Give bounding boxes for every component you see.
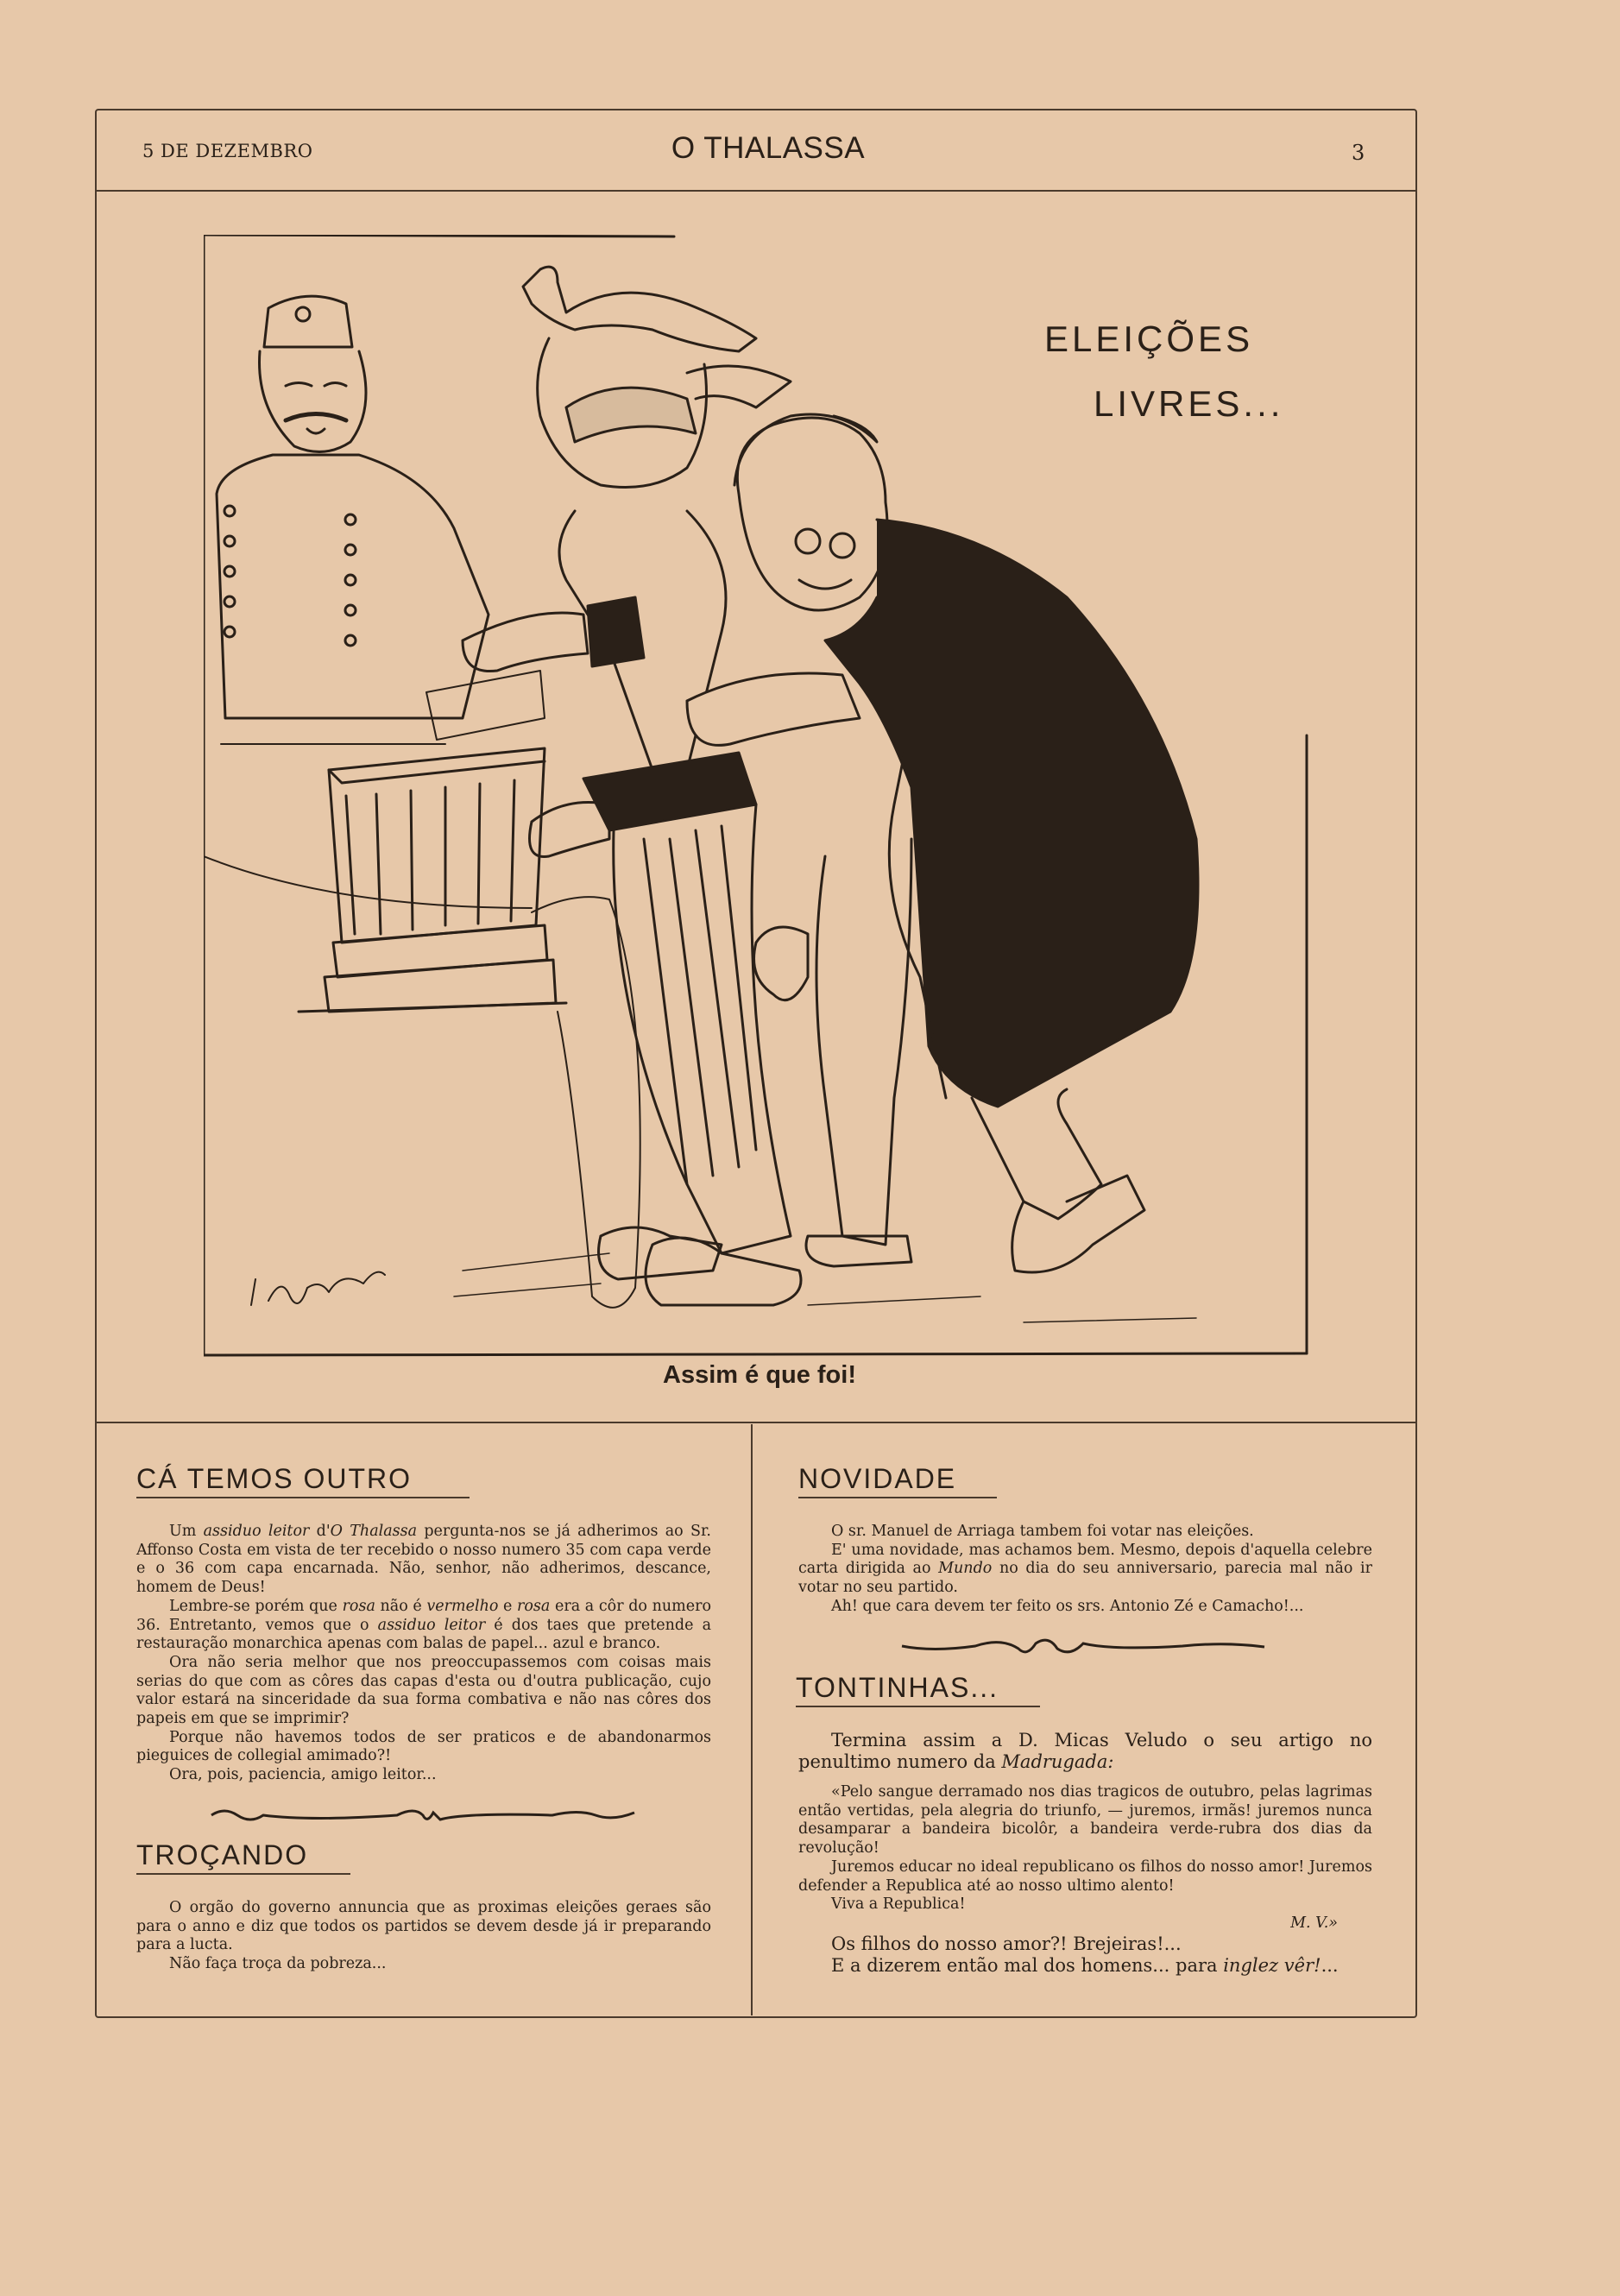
column-divider (751, 1424, 753, 2015)
heading-ca-temos-outro: CÁ TEMOS OUTRO (136, 1463, 470, 1498)
cartoon-frame-top (204, 235, 674, 237)
policeman-figure (217, 296, 489, 744)
paragraph: Não faça troça da pobreza... (169, 1955, 387, 1973)
paragraph: Ora não seria melhor que nos preoccupassemos com coisas mais serias do que com as côres das capas d'esta ou d'outra publicação, cujo valor estará na sinceridade da sua forma combativa e não nas côres dos papeis em que se imprimir? (136, 1653, 711, 1728)
cartoon-title (1044, 306, 1283, 436)
politician-figure (687, 414, 1198, 1272)
paragraph: O sr. Manuel de Arriaga tambem foi votar nas eleições. (831, 1523, 1254, 1540)
heading-novidade: NOVIDADE (798, 1463, 997, 1498)
header-rule (95, 190, 1415, 192)
quote-paragraph: «Pelo sangue derramado nos dias tragicos de outubro, pelas lagrimas então vertidas, pela alegria do triunfo, — juremos, irmãs! juremos nunca desamparar a bandeira bicolôr, a bandeira verde-rubra dos dias da revolução! (798, 1783, 1372, 1858)
paragraph: E' uma novidade, mas achamos bem. Mesmo, depois d'aquella celebre carta dirigida ao Mundo no dia do seu anniversario, parecia mal não ir votar no seu partido. (798, 1541, 1372, 1597)
article-ca-temos-outro (136, 1523, 711, 1785)
ballot-box (299, 671, 566, 1012)
article-tontinhas (798, 1730, 1372, 1977)
article-trocando (136, 1899, 711, 1974)
cartoon-title-line1: ELEIÇÕES (1044, 319, 1254, 359)
header-date: 5 DE DEZEMBRO (142, 141, 313, 161)
paragraph: Lembre-se porém que rosa não é vermelho e rosa era a côr do numero 36. Entretanto, vemos que o assiduo leitor é dos taes que pretende a restauração monarchica apenas com balas de papel... azul e branco. (136, 1597, 711, 1653)
newspaper-title: O THALASSA (671, 131, 866, 165)
heading-trocando: TROÇANDO (136, 1839, 350, 1875)
heading-tontinhas: TONTINHAS... (796, 1672, 1040, 1707)
quote-paragraph: Viva a Republica! (831, 1895, 966, 1914)
cartoon-frame-bottom (204, 1353, 1307, 1355)
paragraph: Termina assim a D. Micas Veludo o seu artigo no penultimo numero da Madrugada: (798, 1730, 1372, 1772)
paragraph: Ora, pois, paciencia, amigo leitor... (169, 1766, 437, 1784)
paragraph: Porque não havemos todos de ser praticos e de abandonarmos pieguices de collegial amimado?! (136, 1728, 711, 1765)
ornament-divider (207, 1802, 639, 1828)
paragraph: Ah! que cara devem ter feito os srs. Antonio Zé e Camacho!... (831, 1597, 1304, 1615)
paragraph: E a dizerem então mal dos homens... para inglez vêr!... (831, 1954, 1339, 1976)
quote-paragraph: Juremos educar no ideal republicano os filhos do nosso amor! Juremos defender a Republica até ao nosso ultimo alento! (798, 1858, 1372, 1895)
article-novidade (798, 1523, 1372, 1617)
paragraph: Os filhos do nosso amor?! Brejeiras!... (831, 1933, 1182, 1954)
page-number: 3 (1352, 141, 1365, 165)
section-rule (95, 1422, 1415, 1423)
paragraph: Um assiduo leitor d'O Thalassa pergunta-nos se já adherimos ao Sr. Affonso Costa em vista de ter recebido o nosso numero 35 com capa verde e o 36 com capa encarnada. Não, senhor, não adherimos, descance, homem de Deus! (136, 1523, 711, 1597)
artist-signature (251, 1272, 385, 1305)
ornament-divider (898, 1633, 1269, 1659)
paragraph: O orgão do governo annuncia que as proximas eleições geraes são para o anno e diz que todos os partidos se devem desde já ir preparando para a lucta. (136, 1899, 711, 1954)
cartoon-title-line2: LIVRES... (1094, 383, 1284, 424)
cartoon-caption: Assim é que foi! (663, 1361, 856, 1389)
quote-signature: M. V.» (1290, 1914, 1338, 1932)
